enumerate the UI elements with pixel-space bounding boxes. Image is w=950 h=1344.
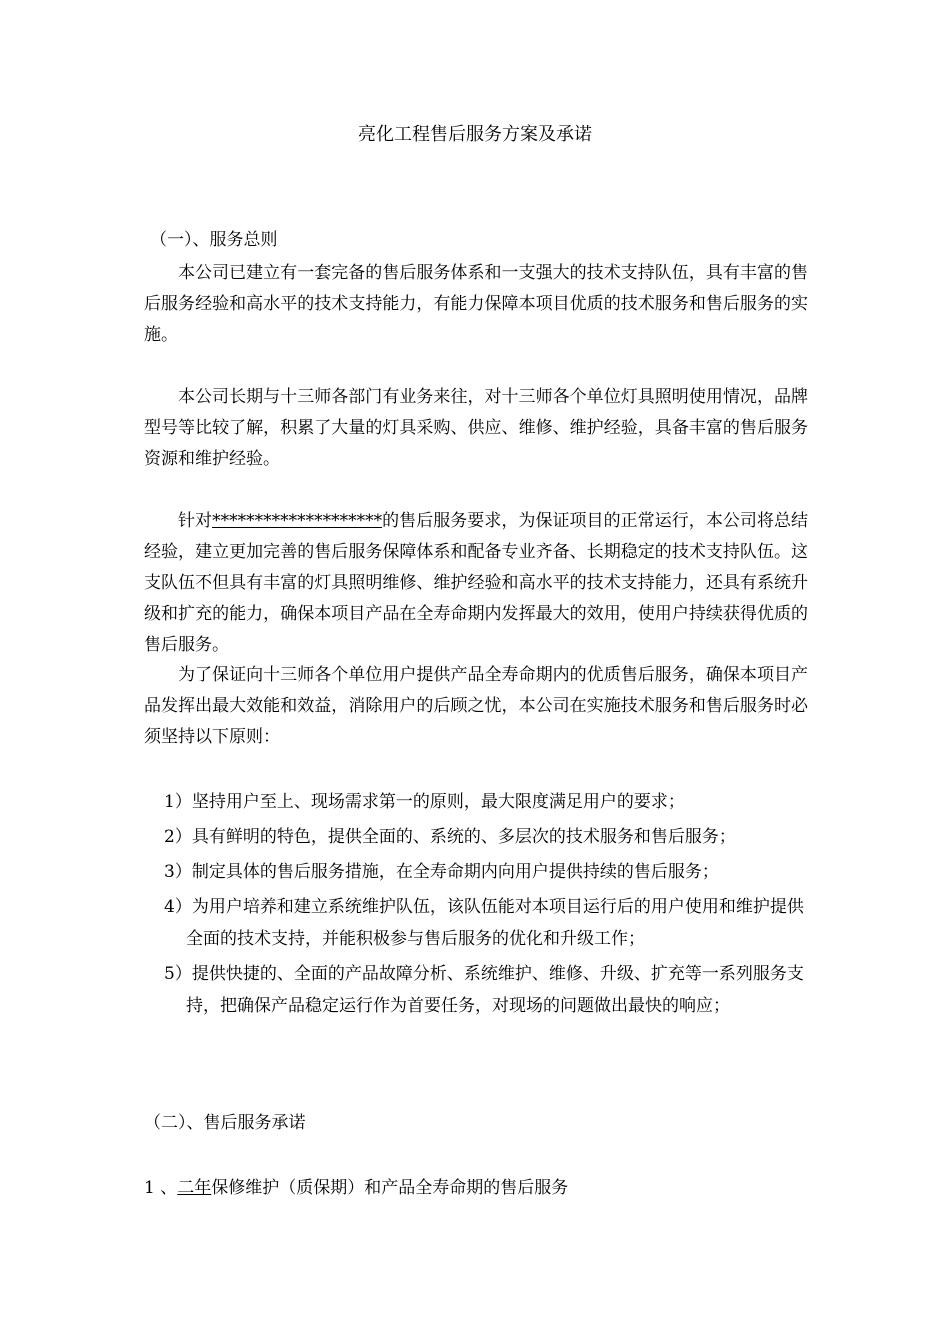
section2-heading: （二）、售后服务承诺 [144,1113,306,1133]
section1-heading: （一）、服务总则 [150,230,278,250]
principle-item: 5）提供快捷的、全面的产品故障分析、系统维护、维修、升级、扩充等一系列服务支持，把确保产品稳定运行作为首要任务，对现场的问题做出最快的响应； [164,964,804,1016]
section1-paragraph-3 [144,506,808,661]
principle-item: 4）为用户培养和建立系统维护队伍，该队伍能对本项目运行后的用户使用和维护提供全面的技术支持，并能积极参与售后服务的优化和升级工作； [164,897,804,949]
section1-paragraph-2: 本公司长期与十三师各部门有业务来往，对十三师各个单位灯具照明使用情况，品牌型号等比较了解，积累了大量的灯具采购、供应、维修、维护经验，具备丰富的售后服务资源和维护经验。 [144,387,808,469]
paragraph-3-rest: 的售后服务要求，为保证项目的正常运行，本公司将总结经验，建立更加完善的售后服务保障体系和配备专业齐备、长期稳定的技术支持队伍。这支队伍不但具有丰富的灯具照明维修、维护经验和高水平的技术支持能力，还具有系统升级和扩充的能力，确保本项目产品在全寿命期内发挥最大的效用，使用户持续获得优质的售后服务。 [144,511,809,655]
warranty-years: 二年 [177,1178,212,1198]
item-1-text: 保修维护（质保期）和产品全寿命期的售后服务 [211,1178,569,1198]
item-1-number: 1 、 [144,1178,178,1198]
paragraph-3-lead: 针对 [178,511,213,531]
document-title: 亮化工程售后服务方案及承诺 [358,124,592,145]
principle-item: 2）具有鲜明的特色，提供全面的、系统的、多层次的技术服务和售后服务； [164,827,736,847]
section1-paragraph-1: 本公司已建立有一套完备的售后服务体系和一支强大的技术支持队伍，具有丰富的售后服务经验和高水平的技术支持能力，有能力保障本项目优质的技术服务和售后服务的实施。 [144,263,808,345]
principle-item: 3）制定具体的售后服务措施，在全寿命期内向用户提供持续的售后服务； [164,862,719,882]
redacted-project-name: ******************** [212,511,383,531]
section2-item-1 [144,1175,568,1201]
principle-item: 1）坚持用户至上、现场需求第一的原则，最大限度满足用户的要求； [164,792,685,812]
principles-list [144,786,808,1025]
section1-paragraph-4: 为了保证向十三师各个单位用户提供产品全寿命期内的优质售后服务，确保本项目产品发挥出最大效能和效益，消除用户的后顾之忧，本公司在实施技术服务和售后服务时必须坚持以下原则： [144,665,808,747]
